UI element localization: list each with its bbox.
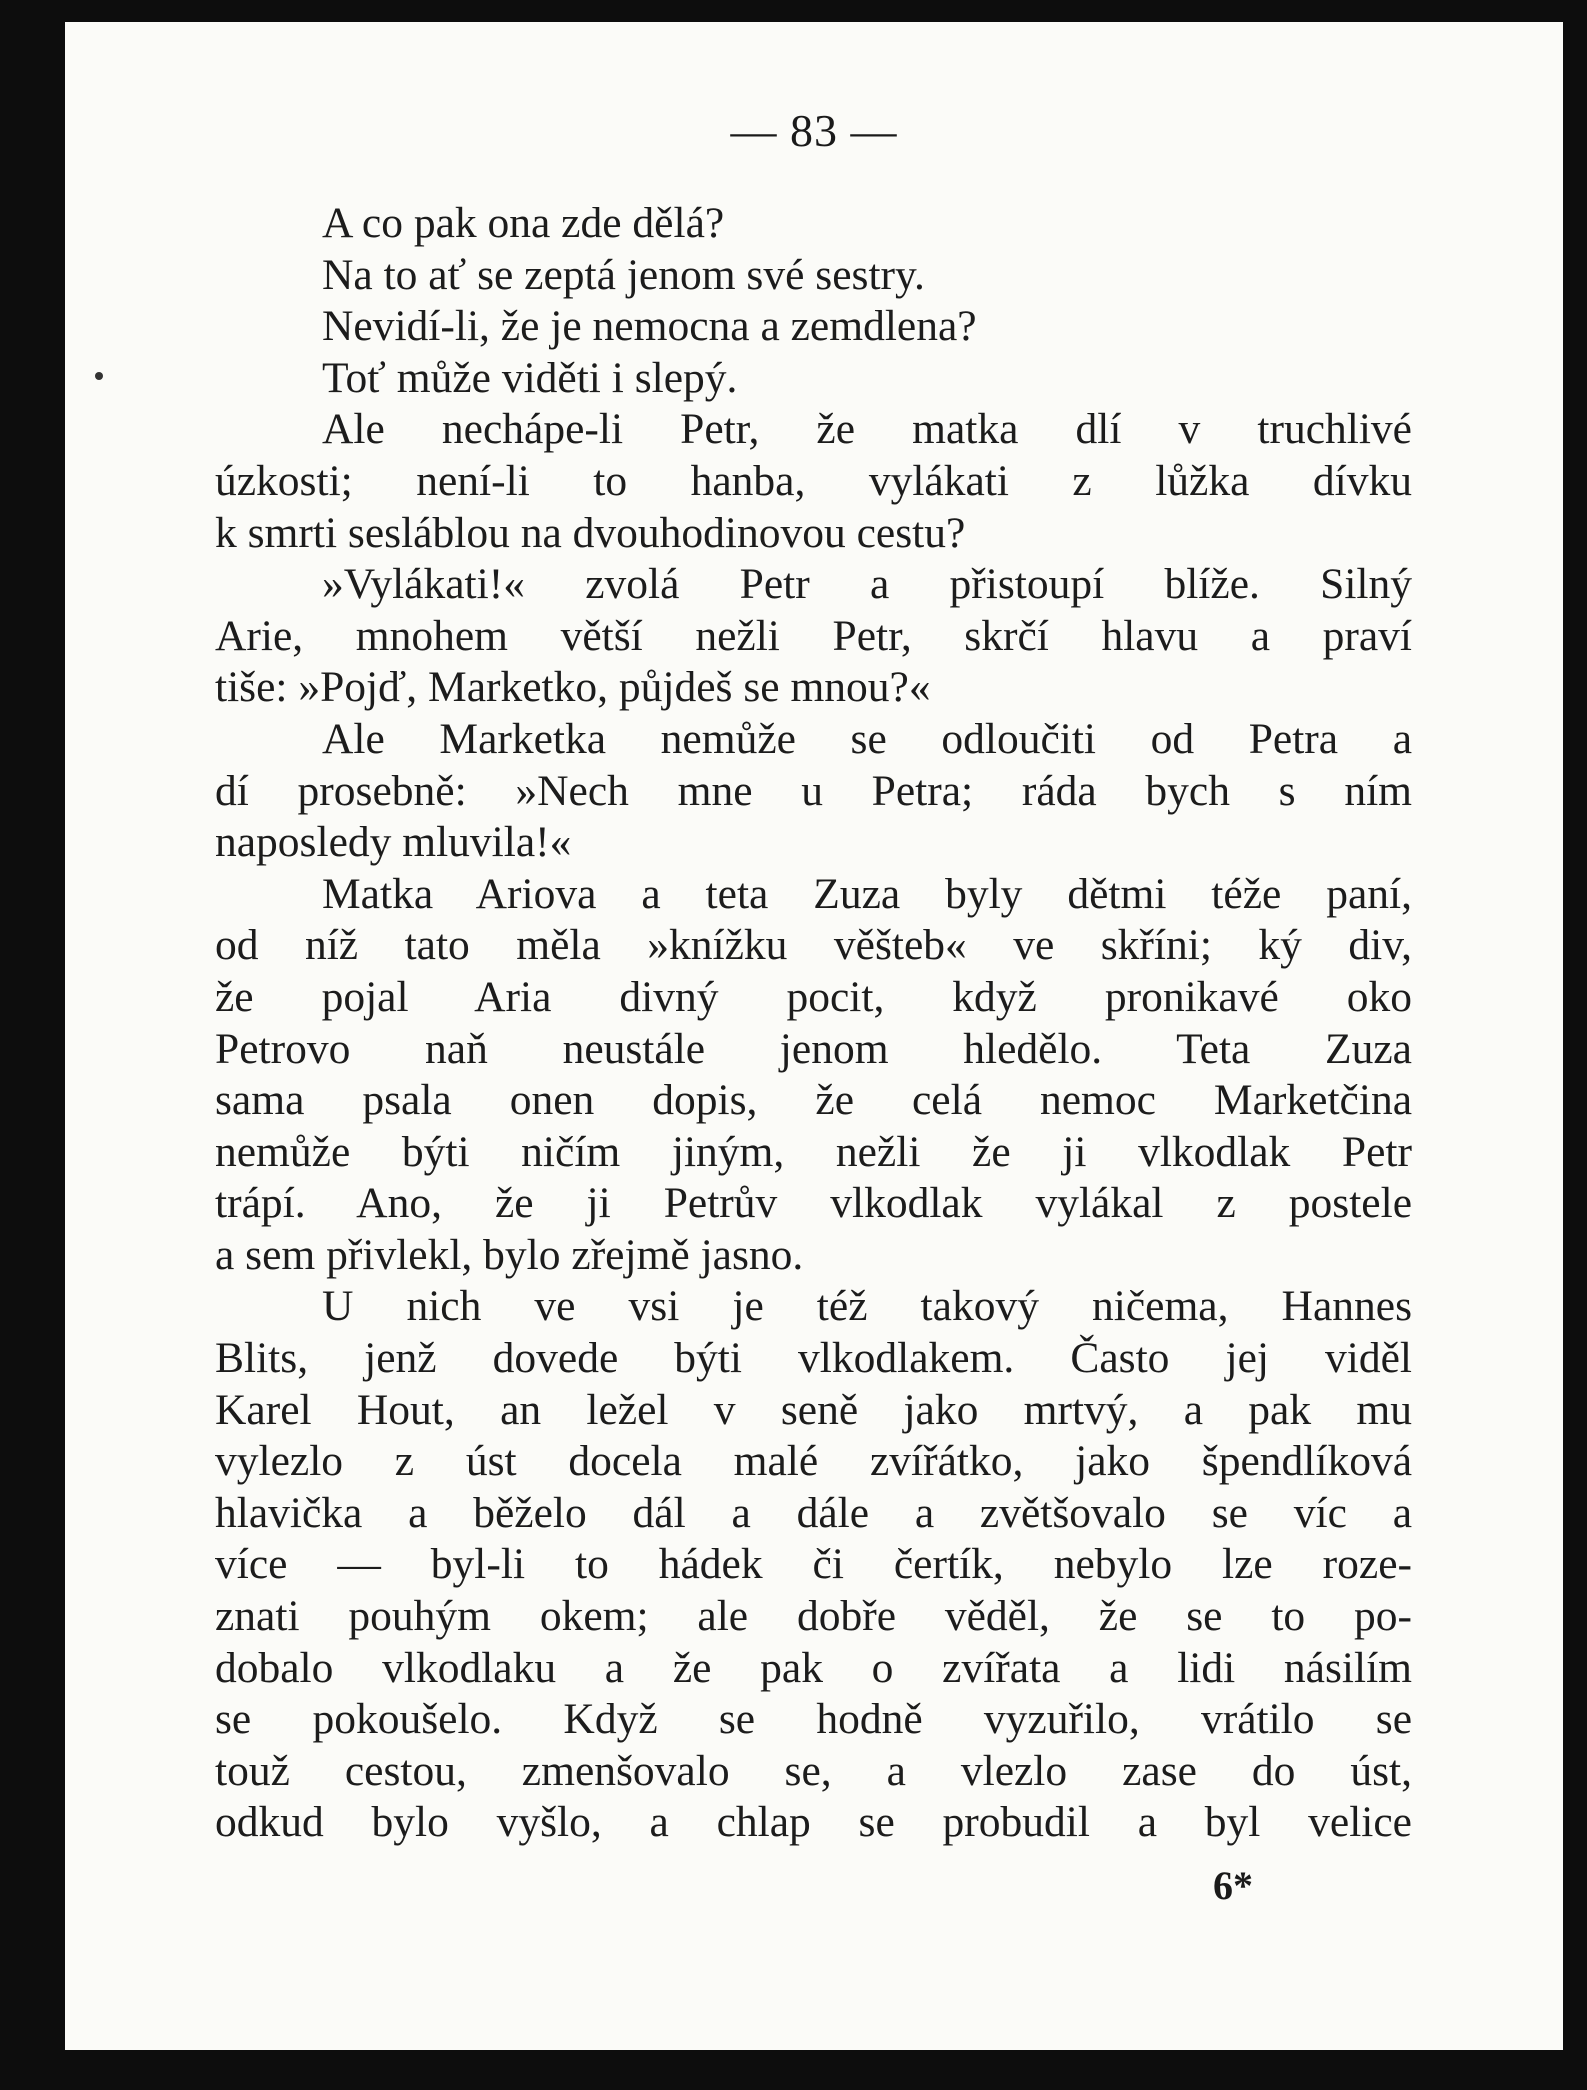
text-line: tiše: »Pojď, Marketko, půjdeš se mnou?« [215, 663, 931, 712]
signature-mark: 6* [1213, 1863, 1253, 1908]
text-line: hlavička a běželo dál a dále a zvětšovalo se víc a [215, 1488, 1412, 1537]
text-line: Arie, mnohem větší nežli Petr, skrčí hlavu a praví [215, 611, 1412, 660]
text-line: odkud bylo vyšlo, a chlap se probudil a byl velice [215, 1798, 1412, 1847]
text-line: Matka Ariova a teta Zuza byly dětmi téže paní, [322, 869, 1412, 918]
body-text [215, 198, 1412, 1849]
text-line: od níž tato měla »knížku věšteb« ve skříni; ký div, [215, 921, 1412, 970]
text-line: a sem přivlekl, bylo zřejmě jasno. [215, 1230, 804, 1279]
text-line: úzkosti; není-li to hanba, vylákati z lůžka dívku [215, 456, 1412, 505]
text-line: Nevidí-li, že je nemocna a zemdlena? [322, 302, 977, 351]
text-line: vylezlo z úst docela malé zvířátko, jako špendlíková [215, 1437, 1412, 1486]
text-line: se pokoušelo. Když se hodně vyzuřilo, vrátilo se [215, 1695, 1412, 1744]
book-page [65, 22, 1563, 2050]
text-line: nemůže býti ničím jiným, nežli že ji vlkodlak Petr [215, 1127, 1412, 1176]
text-line: Na to ať se zeptá jenom své sestry. [322, 250, 925, 299]
text-line: A co pak ona zde dělá? [322, 199, 725, 247]
text-line: Blits, jenž dovede býti vlkodlakem. Často jej viděl [215, 1334, 1412, 1383]
text-line: Toť může viděti i slepý. [322, 353, 738, 402]
text-line: dí prosebně: »Nech mne u Petra; ráda bych s ním [215, 766, 1412, 815]
text-line: naposledy mluvila!« [215, 818, 572, 867]
text-line: znati pouhým okem; ale dobře věděl, že se to po- [215, 1592, 1412, 1641]
text-line: Ale Marketka nemůže se odloučiti od Petra a [322, 714, 1412, 763]
margin-speck [95, 372, 103, 380]
page-number: — 83 — [730, 105, 898, 156]
text-line: U nich ve vsi je též takový ničema, Hannes [322, 1282, 1412, 1331]
text-line: Ale nechápe-li Petr, že matka dlí v truchlivé [322, 405, 1412, 454]
text-line: Petrovo naň neustále jenom hledělo. Teta Zuza [215, 1024, 1412, 1073]
text-line: »Vylákati!« zvolá Petr a přistoupí blíže. Silný [322, 560, 1412, 609]
text-line: Karel Hout, an ležel v seně jako mrtvý, a pak mu [215, 1385, 1412, 1434]
text-line: touž cestou, zmenšovalo se, a vlezlo zase do úst, [215, 1746, 1412, 1795]
text-line: sama psala onen dopis, že celá nemoc Marketčina [215, 1076, 1412, 1125]
text-line: že pojal Aria divný pocit, když pronikavé oko [215, 972, 1412, 1021]
text-line: trápí. Ano, že ji Petrův vlkodlak vylákal z postele [215, 1179, 1412, 1228]
text-line: dobalo vlkodlaku a že pak o zvířata a lidi násilím [215, 1643, 1412, 1692]
text-line: více — byl-li to hádek či čertík, nebylo lze roze- [215, 1540, 1412, 1589]
text-line: k smrti sesláblou na dvouhodinovou cestu? [215, 508, 966, 557]
